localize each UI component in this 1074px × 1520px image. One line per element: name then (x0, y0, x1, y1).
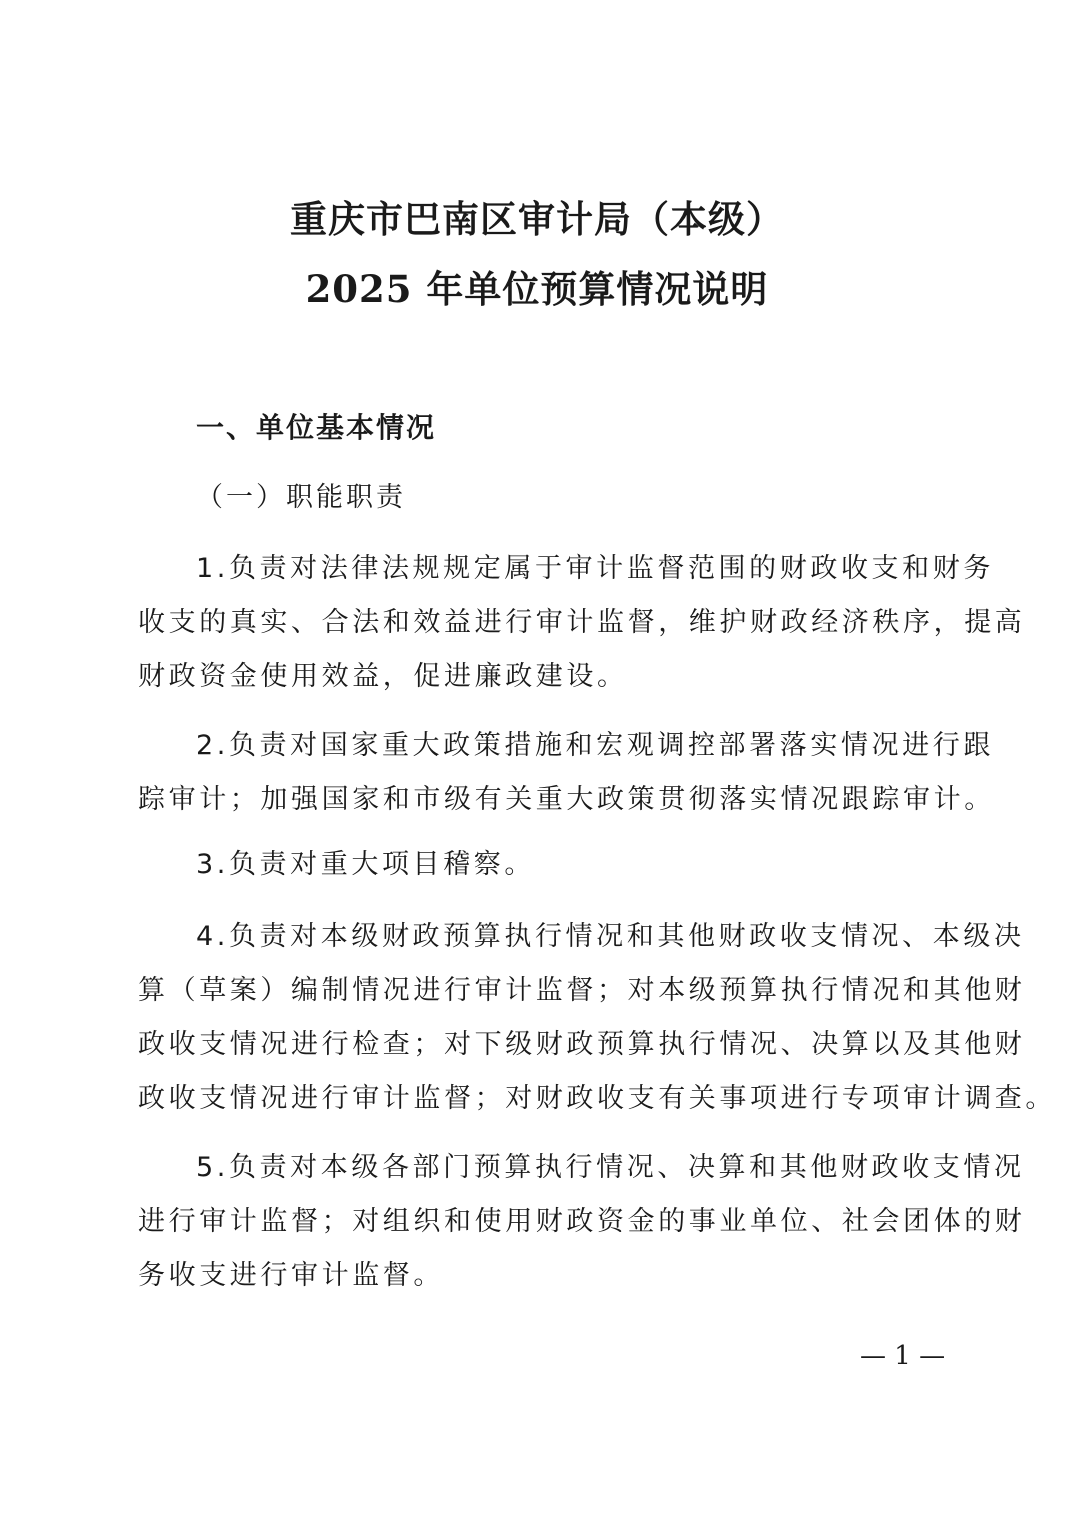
paragraph-duty-3 (138, 838, 948, 892)
paragraph-line: 收支的真实、合法和效益进行审计监督，维护财政经济秩序，提高 (138, 607, 1026, 638)
paragraph-line: 算（草案）编制情况进行审计监督；对本级预算执行情况和其他财 (138, 975, 1026, 1006)
paragraph-line: 务收支进行审计监督。 (138, 1260, 444, 1291)
document-title-line-1: 重庆市巴南区审计局（本级） (290, 197, 784, 241)
paragraph-line: 3.负责对重大项目稽察。 (196, 849, 535, 880)
paragraph-line: 财政资金使用效益，促进廉政建设。 (138, 661, 628, 692)
paragraph-line: 进行审计监督；对组织和使用财政资金的事业单位、社会团体的财 (138, 1206, 1026, 1237)
paragraph-line: 踪审计；加强国家和市级有关重大政策贯彻落实情况跟踪审计。 (138, 784, 995, 815)
paragraph-line: 5.负责对本级各部门预算执行情况、决算和其他财政收支情况 (196, 1152, 1025, 1183)
paragraph-duty-1 (138, 542, 1026, 704)
paragraph-line: 4.负责对本级财政预算执行情况和其他财政收支情况、本级决 (196, 921, 1025, 952)
paragraph-line: 1.负责对法律法规规定属于审计监督范围的财政收支和财务 (196, 553, 994, 584)
paragraph-line: 政收支情况进行检查；对下级财政预算执行情况、决算以及其他财 (138, 1029, 1026, 1060)
paragraph-line: 2.负责对国家重大政策措施和宏观调控部署落实情况进行跟 (196, 730, 994, 761)
page-number: — 1 — (860, 1341, 946, 1371)
paragraph-duty-5 (138, 1141, 1026, 1303)
subsection-heading: （一）职能职责 (196, 482, 406, 513)
paragraph-duty-2 (138, 719, 995, 827)
paragraph-duty-4 (138, 910, 1056, 1126)
paragraph-line: 政收支情况进行审计监督；对财政收支有关事项进行专项审计调查。 (138, 1083, 1056, 1114)
section-heading: 一、单位基本情况 (196, 411, 437, 444)
document-title-line-2: 2025 年单位预算情况说明 (305, 267, 769, 311)
